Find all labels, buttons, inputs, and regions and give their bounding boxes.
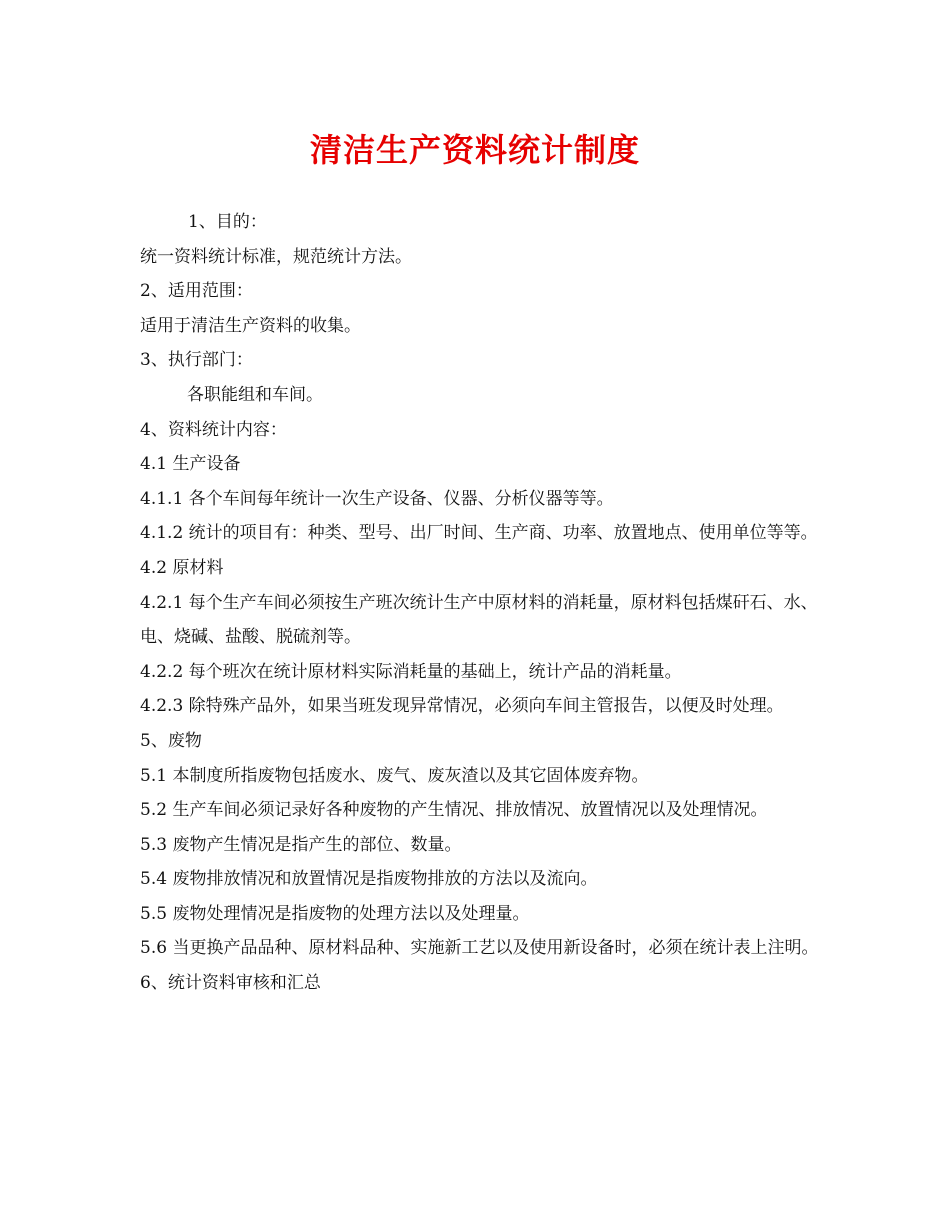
paragraph: 4.1.2 统计的项目有：种类、型号、出厂时间、生产商、功率、放置地点、使用单位等等。 xyxy=(140,523,818,544)
document-title: 清洁生产资料统计制度 xyxy=(309,131,640,169)
document-body xyxy=(140,205,830,1001)
section-heading: 2、适用范围： xyxy=(140,281,253,302)
paragraph: 5.4 废物排放情况和放置情况是指废物排放的方法以及流向。 xyxy=(140,869,598,890)
paragraph: 4.2.3 除特殊产品外，如果当班发现异常情况，必须向车间主管报告，以便及时处理。 xyxy=(140,696,784,717)
section-heading: 5、废物 xyxy=(140,730,202,751)
paragraph: 4.1.1 各个车间每年统计一次生产设备、仪器、分析仪器等等。 xyxy=(140,488,614,509)
paragraph: 统一资料统计标准，规范统计方法。 xyxy=(140,246,412,267)
paragraph: 4.2.2 每个班次在统计原材料实际消耗量的基础上，统计产品的消耗量。 xyxy=(140,661,682,682)
section-heading: 1、目的： xyxy=(188,212,267,232)
section-heading: 6、统计资料审核和汇总 xyxy=(140,973,321,994)
paragraph: 5.3 废物产生情况是指产生的部位、数量。 xyxy=(140,834,462,855)
subsection-heading: 4.2 原材料 xyxy=(140,557,224,578)
paragraph: 适用于清洁生产资料的收集。 xyxy=(140,315,361,336)
subsection-heading: 4.1 生产设备 xyxy=(140,454,241,475)
paragraph: 4.2.1 每个生产车间必须按生产班次统计生产中原材料的消耗量，原材料包括煤矸石、水、电、烧碱、盐酸、脱硫剂等。 xyxy=(140,592,818,648)
paragraph: 5.6 当更换产品品种、原材料品种、实施新工艺以及使用新设备时，必须在统计表上注明。 xyxy=(140,938,819,959)
paragraph: 5.2 生产车间必须记录好各种废物的产生情况、排放情况、放置情况以及处理情况。 xyxy=(140,800,768,821)
paragraph: 各职能组和车间。 xyxy=(187,384,323,405)
paragraph: 5.5 废物处理情况是指废物的处理方法以及处理量。 xyxy=(140,903,530,924)
paragraph: 5.1 本制度所指废物包括废水、废气、废灰渣以及其它固体废弃物。 xyxy=(140,765,649,786)
section-heading: 3、执行部门： xyxy=(140,350,253,371)
section-heading: 4、资料统计内容： xyxy=(140,419,287,440)
